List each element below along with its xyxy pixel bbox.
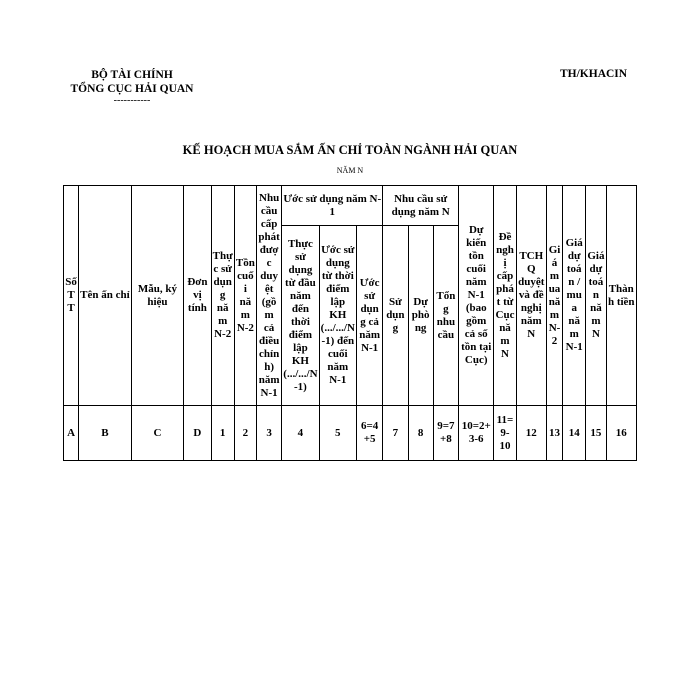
index-row: [64, 406, 637, 461]
header-mau-ky-hieu: Mẫu, ký hiệu: [131, 186, 184, 406]
index-cell: 4: [282, 406, 319, 461]
header-ton-cuoi: Tồn cuối năm N-2: [234, 186, 256, 406]
index-cell: 11=9-10: [494, 406, 516, 461]
header-du-kien-ton: Dự kiến tồn cuối năm N-1 (bao gồm cả số tồn tại Cục): [459, 186, 494, 406]
index-cell: D: [184, 406, 211, 461]
header-group-uoc-su-dung: Ước sử dụng năm N-1: [282, 186, 383, 226]
department-name: TỔNG CỤC HẢI QUAN: [70, 83, 194, 95]
header-su-dung: Sử dụng: [383, 226, 408, 406]
header-gia-du-toan-n1: Giá dự toán / mua năm N-1: [563, 186, 586, 406]
header-gia-du-toan-n: Giá dự toán năm N: [586, 186, 606, 406]
header-underline: -----------: [113, 95, 151, 106]
header-du-phong: Dự phòng: [408, 226, 433, 406]
header-thuc-su-dung: Thực sử dụng năm N-2: [211, 186, 234, 406]
header-stt: Số TT: [64, 186, 79, 406]
index-cell: 5: [319, 406, 356, 461]
index-cell: 16: [606, 406, 636, 461]
index-cell: 1: [211, 406, 234, 461]
ministry-name: BỘ TÀI CHÍNH: [91, 69, 173, 81]
header-group-nhu-cau: Nhu cầu sử dụng năm N: [383, 186, 459, 226]
header-tong-nhu-cau: Tổng nhu cầu: [433, 226, 458, 406]
index-cell: 13: [546, 406, 562, 461]
header-thanh-tien: Thành tiền: [606, 186, 636, 406]
index-cell: 12: [516, 406, 546, 461]
header-uoc-tu-thoi-diem: Ước sử dụng từ thời điểm lập KH (.../.../N-1) đến cuối năm N-1: [319, 226, 356, 406]
header-uoc-ca-nam: Ước sử dụng cả năm N-1: [356, 226, 382, 406]
header-don-vi-tinh: Đơn vị tính: [184, 186, 211, 406]
document-subtitle: NĂM N: [336, 166, 364, 175]
index-cell: C: [131, 406, 184, 461]
index-cell: 3: [256, 406, 281, 461]
index-cell: 6=4+5: [356, 406, 382, 461]
index-cell: A: [64, 406, 79, 461]
index-cell: 2: [234, 406, 256, 461]
procurement-plan-table: [63, 185, 637, 461]
header-nhu-cau-cap-phat: Nhu cầu cấp phát được duyệt (gồm cả điều chỉnh) năm N-1: [256, 186, 281, 406]
index-cell: 7: [383, 406, 408, 461]
index-cell: 15: [586, 406, 606, 461]
document-title: KẾ HOẠCH MUA SẮM ẤN CHỈ TOÀN NGÀNH HẢI QUAN: [182, 143, 518, 157]
form-code: TH/KHACIN: [560, 68, 628, 80]
header-ten-an-chi: Tên ấn chỉ: [79, 186, 132, 406]
index-cell: 8: [408, 406, 433, 461]
index-cell: B: [79, 406, 132, 461]
header-de-nghi-cap-phat: Đề nghị cấp phát từ Cục năm N: [494, 186, 516, 406]
header-tchq-duyet: TCHQ duyệt và đề nghị năm N: [516, 186, 546, 406]
index-cell: 14: [563, 406, 586, 461]
index-cell: 9=7+8: [433, 406, 458, 461]
index-cell: 10=2+3-6: [459, 406, 494, 461]
header-gia-mua: Giá mua năm N-2: [546, 186, 562, 406]
header-uoc-tu-dau-nam: Thực sử dụng từ đầu năm đến thời điểm lập KH (.../.../N-1): [282, 226, 319, 406]
issuing-organization: [62, 68, 202, 106]
